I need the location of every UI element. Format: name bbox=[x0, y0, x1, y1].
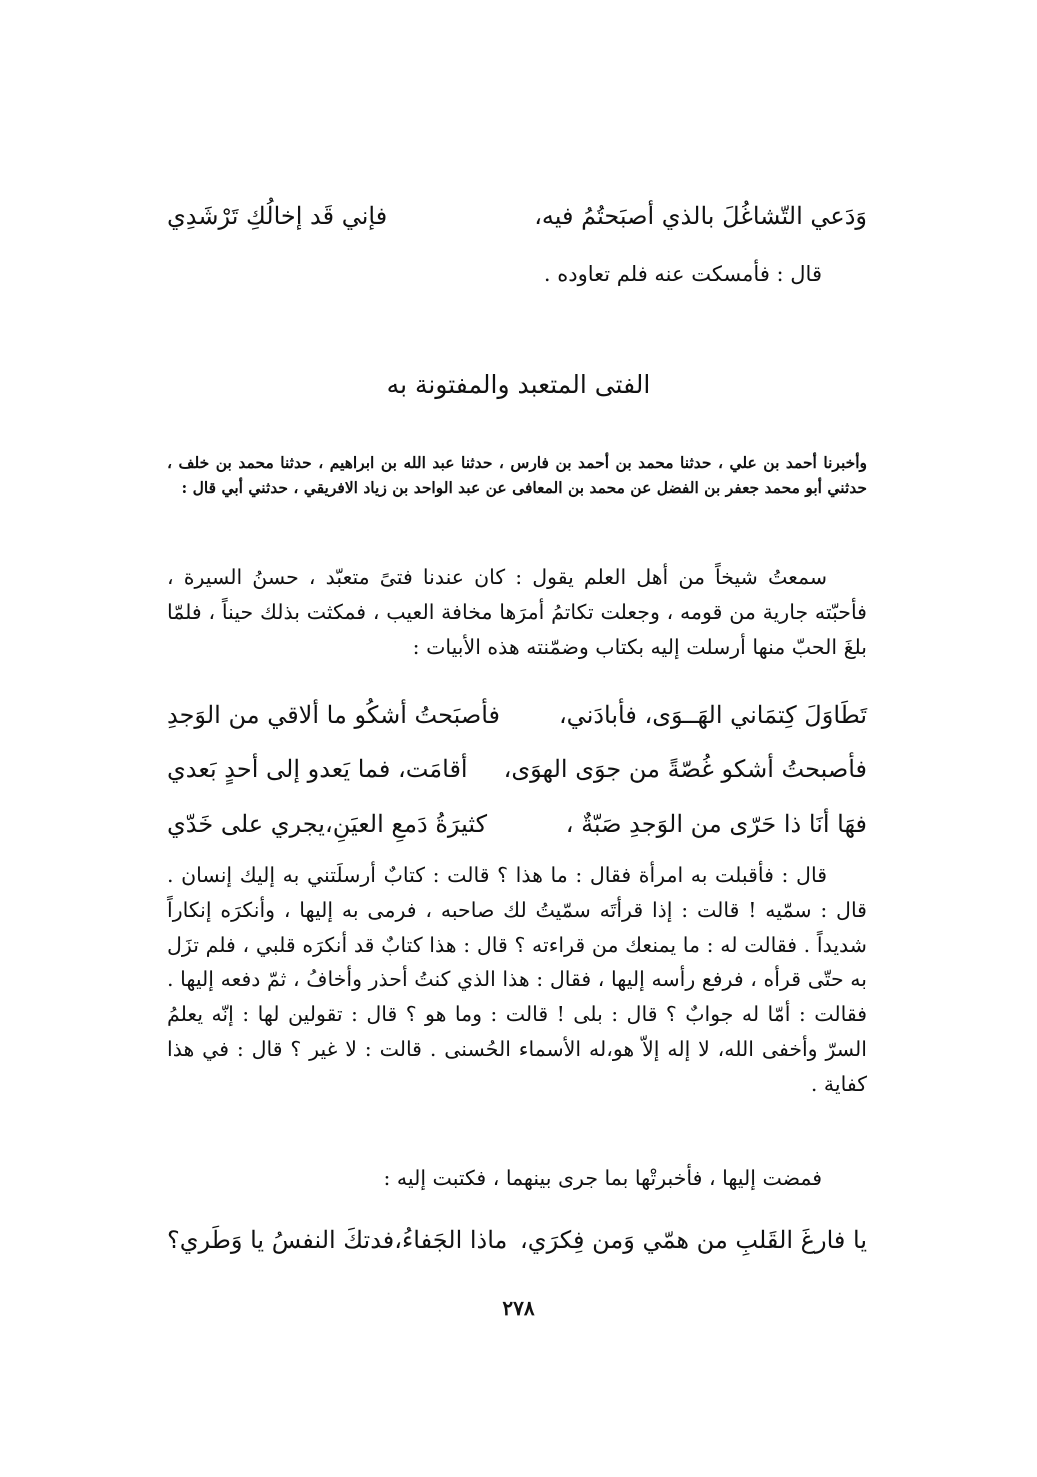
section-title: الفتى المتعبد والمفتونة به bbox=[386, 370, 651, 399]
top-verse bbox=[167, 204, 867, 228]
poem-hemistich-a: فهَا أنَا ذا حَرّى من الوَجدِ صَبّةٌ ، bbox=[565, 810, 867, 838]
poem-verse bbox=[167, 757, 867, 781]
poem-hemistich-a: تَطَاوَلَ كِتمَاني الهَــوَى، فأبادَني، bbox=[558, 701, 867, 729]
poem-hemistich-b: أقامَت، فما يَعدو إلى أحدٍ بَعدي bbox=[167, 755, 468, 783]
after-verse-line: قال : فأمسكت عنه فلم تعاوده . bbox=[543, 262, 822, 286]
poem-hemistich-b: فأصبَحتُ أشكُو ما ألاقي من الوَجدِ bbox=[167, 701, 500, 729]
bottom-verse bbox=[167, 1228, 867, 1252]
poem-verse bbox=[167, 703, 867, 727]
poem-hemistich-b: كثيرَةُ دَمعِ العيَنِ،يجري على خَدّي bbox=[167, 810, 488, 838]
narrative-paragraph-2: قال : فأقبلت به امرأة فقال : ما هذا ؟ قالت : كتابٌ أرسلَتني به إليك إنسان . قال : سمّيه ! قالت : إذا قرأتَه سمّيتُ لك صاحبه ، فرمى به إليها ، وأنكرَه إنكاراً شديداً . فقالت له : ما يمنعك من قراءته ؟ قال : هذا كتابٌ قد أنكرَه قلبي ، فلم تزَل به حتّى قرأه ، فرفع رأسه إليها ، فقال : هذا الذي كنتُ أحذر وأخافُ ، ثمّ دفعه إليها . فقالت : أمّا له جوابٌ ؟ قال : بلى ! قالت : وما هو ؟ قال : تقولين لها : إنّه يعلمُ السرّ وأخفى الله، لا إله إلاّ هو،له الأسماء الحُسنى . قالت : لا غير ؟ قال : في هذا كفاية . bbox=[167, 863, 867, 1096]
isnad-paragraph: وأخبرنا أحمد بن علي ، حدثنا محمد بن أحمد بن فارس ، حدثنا عبد الله بن ابراهيم ، حدثنا محمد بن خلف ، حدثني أبو محمد جعفر بن الفضل عن محمد بن المعافى عن عبد الواحد بن زياد الافريقي ، حدثني أبي قال : bbox=[167, 453, 867, 497]
narrative-paragraph-1: سمعتُ شيخاً من أهل العلم يقول : كان عندنا فتىً متعبّد ، حسنُ السيرة ، فأحبّته جارية من قومه ، وجعلت تكاتمُ أمرَها مخافة العيب ، فمكثت بذلك حيناً ، فلمّا بلغَ الحبّ منها أرسلت إليه بكتاب وضمّنته هذه الأبيات : bbox=[167, 565, 867, 659]
top-verse-hemistich-2: فإني قَد إخالُكِ تَرْشَدِي bbox=[167, 202, 388, 230]
page-number: ٢٧٨ bbox=[502, 1296, 535, 1320]
poem-hemistich-a: فأصبحتُ أشكو غُصّةً من جوَى الهوَى، bbox=[503, 755, 867, 783]
bottom-verse-hemistich-1: يا فارغَ القَلبِ من همّي وَمن فِكرَي، bbox=[520, 1226, 867, 1254]
bottom-verse-hemistich-2: ماذا الجَفاءُ،فدتكَ النفسُ يا وَطَري؟ bbox=[167, 1226, 508, 1254]
top-verse-hemistich-1: وَدَعي التّشاغُلَ بالذي أصبَحتُمُ فيه، bbox=[534, 202, 867, 230]
poem-verse bbox=[167, 812, 867, 836]
narrative-paragraph-3: فمضت إليها ، فأخبرتْها بما جرى بينهما ، فكتبت إليه : bbox=[383, 1166, 822, 1190]
